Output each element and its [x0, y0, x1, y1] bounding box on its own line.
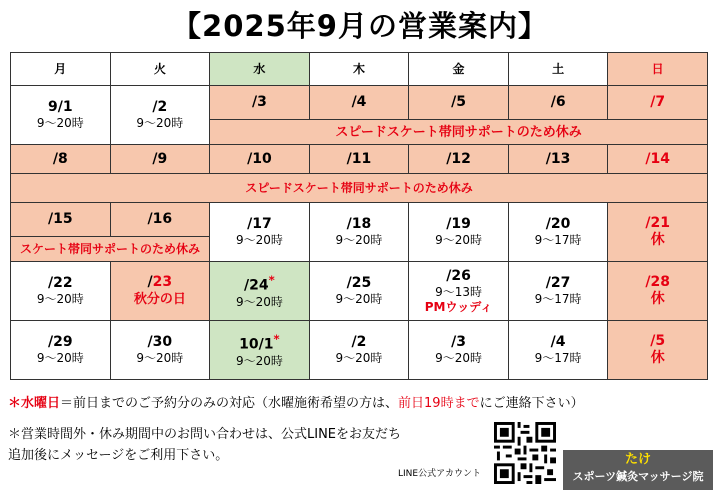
day-hours: 9～20時 [335, 233, 383, 247]
page-title: 【2025年9月の営業案内】 [172, 9, 548, 43]
day-date [210, 272, 309, 295]
day-date: /5 [409, 86, 509, 119]
week-row [11, 145, 708, 174]
day-cell [110, 262, 210, 321]
day-date: /6 [509, 86, 609, 119]
day-hours: 9～20時 [136, 351, 184, 365]
day-closed-note: 休 [650, 291, 665, 307]
logo-line1: たけ [624, 452, 651, 467]
closed-period-cell [11, 203, 210, 262]
day-date-prefix: / [147, 274, 153, 290]
weekday-wed: 水 [210, 53, 310, 86]
day-date: /19 [446, 216, 471, 232]
inquiry-note-line1: ＊営業時間外・休み期間中のお問い合わせは、公式LINEをお友だち [8, 427, 402, 442]
day-cell [608, 262, 708, 321]
day-cell [110, 321, 210, 380]
day-hours: 9～20時 [36, 116, 84, 130]
day-cell [608, 321, 708, 380]
weekday-thu: 木 [309, 53, 409, 86]
day-date: /7 [650, 94, 666, 110]
week-row [11, 262, 708, 321]
closed-period-cell [210, 86, 708, 145]
day-hours: 9～20時 [136, 116, 184, 130]
wednesday-note-text: ＝前日までのご予約分のみの対応（水曜施術希望の方は、 [60, 396, 399, 411]
day-hours: 9～13時 [435, 284, 482, 299]
week-row [11, 321, 708, 380]
day-hours: 9～20時 [435, 351, 482, 365]
day-cell [409, 262, 509, 321]
day-date: /2 [152, 99, 168, 115]
day-cell [309, 321, 409, 380]
day-cell [508, 321, 608, 380]
banner-row [11, 174, 708, 203]
day-date-holiday: 23 [152, 274, 173, 290]
day-date: /17 [247, 216, 272, 232]
weekday-fri: 金 [409, 53, 509, 86]
day-cell [110, 86, 210, 145]
closed-banner: スピードスケート帯同サポートのため休み [11, 174, 708, 203]
wednesday-note-tail: にご連絡下さい） [479, 396, 584, 411]
day-date: /22 [47, 275, 73, 291]
day-date: /30 [147, 334, 173, 350]
weekday-tue: 火 [110, 53, 210, 86]
day-hours: 9～20時 [235, 233, 283, 247]
day-date: /8 [11, 145, 111, 174]
day-date-text: /24 [244, 277, 269, 294]
wednesday-note [8, 392, 584, 411]
inquiry-note-line2: 追加後にメッセージをご利用下さい。 [8, 448, 229, 463]
day-date: /5 [650, 333, 666, 349]
closed-banner: スケート帯同サポートのため休み [11, 236, 209, 261]
day-cell [309, 262, 409, 321]
day-date: /26 [446, 267, 471, 284]
day-date: /3 [210, 86, 310, 119]
asterisk-mark: * [273, 332, 280, 347]
day-date: /4 [310, 86, 410, 119]
day-cell [608, 203, 708, 262]
day-date: /18 [346, 216, 372, 232]
day-date: 9/1 [47, 99, 73, 115]
closed-banner: スピードスケート帯同サポートのため休み [210, 119, 707, 144]
day-hours: 9～20時 [36, 351, 84, 365]
day-date: /21 [645, 215, 670, 231]
day-date: /10 [210, 145, 310, 174]
day-date: /29 [47, 334, 73, 350]
day-hours: 9～20時 [36, 292, 84, 306]
week-row [11, 203, 708, 262]
day-date: /25 [346, 275, 372, 291]
day-date: /9 [110, 145, 210, 174]
day-hours: 9～17時 [534, 233, 582, 247]
day-hours: 9～20時 [335, 292, 383, 306]
day-hours: 9～20時 [235, 294, 283, 309]
day-cell [210, 321, 310, 380]
day-cell [210, 203, 310, 262]
qr-label: LINE公式アカウント [398, 469, 481, 479]
day-hours: 9～20時 [235, 353, 283, 368]
weekday-header-row [11, 53, 708, 86]
day-date-text: 10/1 [239, 336, 274, 353]
day-cell [11, 321, 111, 380]
weekday-sun: 日 [608, 53, 708, 86]
day-date [210, 331, 309, 354]
clinic-logo [563, 450, 713, 490]
day-date: /20 [545, 216, 571, 232]
day-hours: 9～20時 [335, 351, 383, 365]
day-date: /16 [147, 211, 173, 227]
line-qr-code-icon[interactable] [494, 422, 556, 484]
closed-dates-row [210, 86, 707, 119]
day-cell [309, 203, 409, 262]
day-date: /13 [508, 145, 608, 174]
day-note: PMウッディ [424, 299, 493, 314]
day-date: /28 [645, 274, 670, 290]
day-date: /11 [309, 145, 409, 174]
day-closed-note: 休 [650, 350, 665, 366]
calendar-table [10, 52, 708, 380]
day-cell [508, 203, 608, 262]
day-date: /14 [608, 145, 708, 174]
weekday-mon: 月 [11, 53, 111, 86]
day-date: /2 [351, 334, 367, 350]
wednesday-note-mark: ＊水曜日 [8, 396, 61, 411]
day-date [111, 274, 210, 291]
wednesday-note-deadline: 前日19時まで [398, 396, 480, 411]
day-date: /12 [409, 145, 509, 174]
logo-line2: スポーツ鍼灸マッサージ院 [572, 470, 704, 483]
day-cell [508, 262, 608, 321]
day-cell [210, 262, 310, 321]
holiday-name: 秋分の日 [133, 292, 186, 307]
day-cell [11, 262, 111, 321]
day-cell [11, 86, 111, 145]
day-date: /3 [451, 334, 466, 350]
closed-dates-row [11, 203, 209, 236]
day-date: /4 [550, 334, 566, 350]
day-hours: 9～20時 [435, 233, 482, 247]
day-closed-note: 休 [650, 232, 665, 248]
day-cell [409, 321, 509, 380]
weekday-sat: 土 [508, 53, 608, 86]
day-hours: 9～17時 [534, 292, 582, 306]
asterisk-mark: * [268, 273, 275, 288]
inquiry-note [8, 424, 401, 466]
day-date: /15 [11, 203, 111, 236]
day-hours: 9～17時 [534, 351, 582, 365]
day-cell [409, 203, 509, 262]
week-row [11, 86, 708, 145]
day-date: /27 [545, 275, 571, 291]
